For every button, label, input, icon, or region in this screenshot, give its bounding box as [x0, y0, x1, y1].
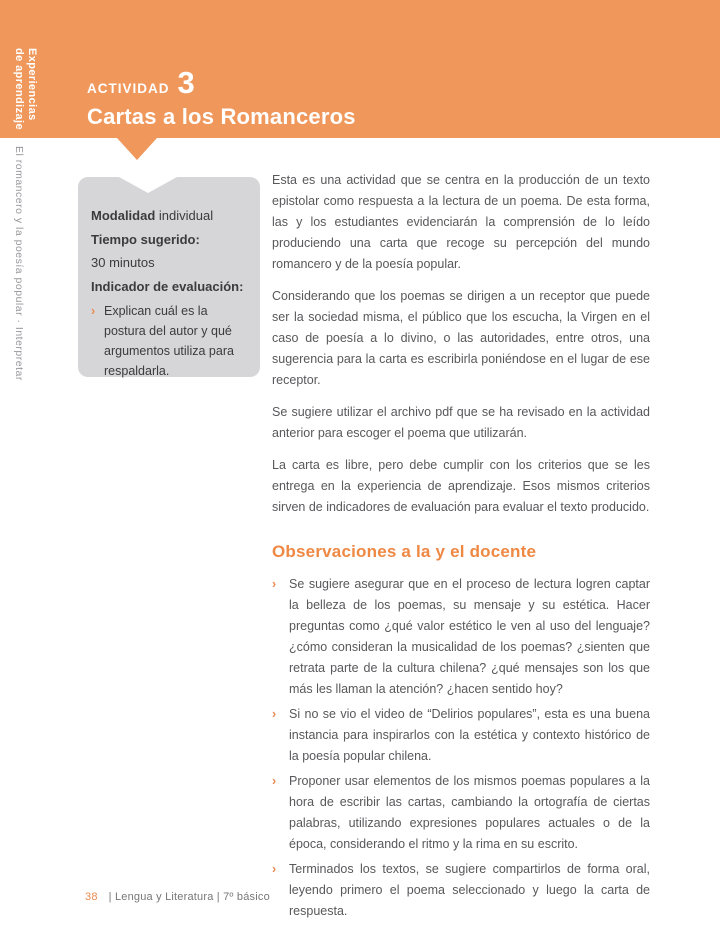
- header-pointer-icon: [117, 138, 157, 160]
- indicator-item: [91, 301, 248, 381]
- observation-text: Terminados los textos, se sugiere compartirlos de forma oral, leyendo primero el poema seleccionado y luego la carta de respuesta.: [289, 862, 650, 918]
- series-label-line2: de aprendizaje: [13, 48, 25, 131]
- time-value: 30 minutos: [91, 255, 155, 270]
- header-band: [0, 0, 720, 138]
- observation-item: [272, 859, 650, 922]
- modality-value: individual: [158, 208, 214, 223]
- indicator-text: Explican cuál es la postura del autor y qué argumentos utiliza para respaldarla.: [104, 304, 234, 378]
- main-text-column: [272, 170, 650, 926]
- intro-paragraph-1: Esta es una actividad que se centra en la producción de un texto epistolar como respuesta a la lectura de un poema. De esta forma, las y los estudiantes evidenciarán la comprensión de lo leído produciendo una carta que recoge su percepción del mundo romancero y de la poesía popular.: [272, 173, 650, 271]
- page-title: Cartas a los Romanceros: [87, 104, 356, 129]
- list-bullet-icon: ›: [91, 304, 96, 318]
- activity-number: 3: [177, 65, 195, 100]
- page-footer: [85, 891, 270, 903]
- list-bullet-icon: ›: [272, 577, 277, 591]
- modality-row: [91, 204, 248, 228]
- observation-item: [272, 771, 650, 855]
- series-label-line1: Experiencias: [26, 48, 38, 121]
- observation-text: Proponer usar elementos de los mismos poemas populares a la hora de escribir las cartas, cambiando la ortografía de ciertas palabras, utilizando expresiones populares actuales o de la época, considerando el ritmo y la rima en su escrito.: [289, 774, 650, 851]
- activity-word: ACTIVIDAD: [87, 81, 170, 96]
- unit-label-vertical: El romancero y la poesía popular · Interpretar: [13, 146, 25, 381]
- info-lines: [91, 204, 248, 298]
- activity-info-box: [78, 177, 260, 377]
- observation-text: Si no se vio el video de “Delirios populares”, esta es una buena instancia para inspirarlos con la estética y contexto histórico de la poesía popular chilena.: [289, 707, 650, 763]
- series-label-vertical: [12, 48, 38, 130]
- observations-heading: Observaciones a la y el docente: [272, 542, 537, 561]
- indicator-label: Indicador de evaluación:: [91, 278, 244, 294]
- observation-text: Se sugiere asegurar que en el proceso de lectura logren captar la belleza de los poemas, su mensaje y su estética. Hacer preguntas como ¿qué valor estético le ven al uso del lenguaje? ¿cómo consideran la musicalidad de los poemas? ¿sienten que retrata parte de la cultura chilena? ¿qué mensajes son los que más les llaman la atención? ¿hacen sentido hoy?: [289, 577, 650, 696]
- info-box-notch-icon: [119, 177, 177, 193]
- intro-paragraph-4: La carta es libre, pero debe cumplir con los criterios que se les entrega en la experiencia de aprendizaje. Esos mismos criterios sirven de indicadores de evaluación para evaluar el texto producido.: [272, 458, 650, 514]
- activity-line: [87, 65, 195, 100]
- list-bullet-icon: ›: [272, 707, 277, 721]
- list-bullet-icon: ›: [272, 862, 277, 876]
- intro-paragraph-3: Se sugiere utilizar el archivo pdf que se ha revisado en la actividad anterior para escoger el poema que utilizarán.: [272, 405, 650, 440]
- observation-item: [272, 704, 650, 767]
- time-label: Tiempo sugerido:: [91, 231, 200, 247]
- observations-list: [272, 574, 650, 922]
- observation-item: [272, 574, 650, 700]
- modality-label: Modalidad: [91, 208, 156, 223]
- footer-subject: | Lengua y Literatura | 7º básico: [108, 891, 270, 903]
- page-number: 38: [85, 891, 98, 903]
- intro-paragraph-2: Considerando que los poemas se dirigen a un receptor que puede ser la sociedad misma, el público que los escucha, la Virgen en el caso de poesía a lo divino, o las autoridades, entre otros, una sugerencia para la carta es escribirla poniéndose en el lugar de ese receptor.: [272, 289, 650, 387]
- list-bullet-icon: ›: [272, 774, 277, 788]
